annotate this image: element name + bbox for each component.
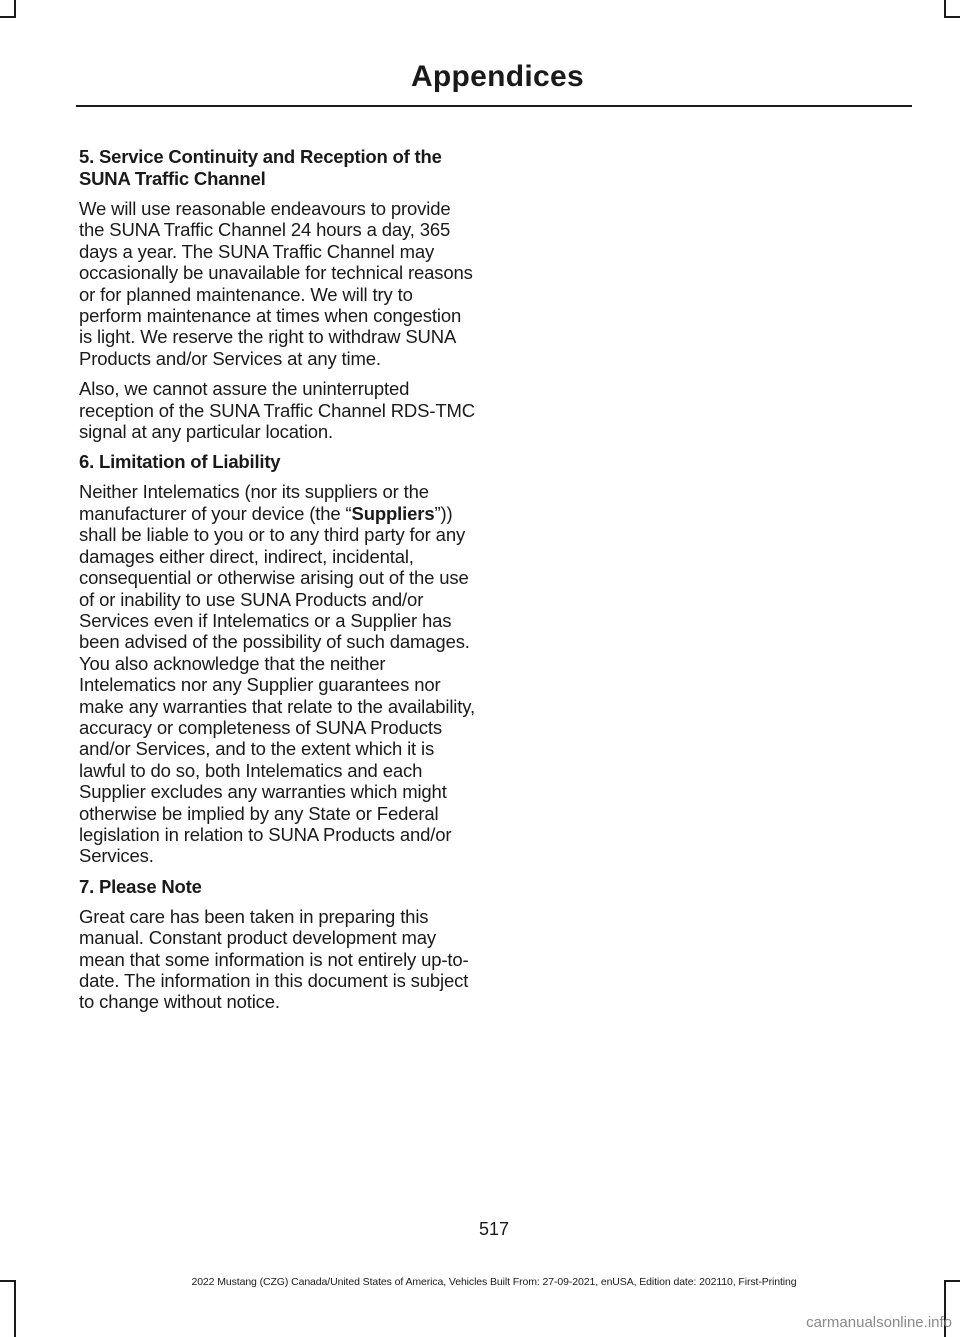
section-heading-limitation-of-liability: 6. Limitation of Liability: [79, 451, 281, 473]
page-title: Appendices: [410, 60, 584, 93]
paragraph: Great care has been taken in preparing this manual. Constant product development may mean that some information is not entirely up-to-date. The information in this document is subject to change without notice.: [79, 905, 469, 1013]
paragraph: [79, 481, 477, 866]
paragraph: Also, we cannot assure the uninterrupted reception of the SUNA Traffic Channel RDS-TMC signal at any particular location.: [79, 378, 475, 443]
watermark: carmanualsonline.info: [806, 1314, 952, 1331]
footer-text: 2022 Mustang (CZG) Canada/United States of America, Vehicles Built From: 27-09-2021, enUSA, Edition date: 202110, First-Printing: [191, 1276, 797, 1288]
paragraph: We will use reasonable endeavours to provide the SUNA Traffic Channel 24 hours a day, 365 days a year. The SUNA Traffic Channel may occasionally be unavailable for technical reasons or for planned maintenance. We will try to perform maintenance at times when congestion is light. We reserve the right to withdraw SUNA Products and/or Services at any time.: [79, 198, 473, 369]
text-span: Neither Intelematics (nor its suppliers or the manufacturer of your device (the “: [79, 481, 429, 524]
crop-mark-top-left: [0, 16, 16, 18]
crop-mark-bottom-left: [14, 1280, 16, 1337]
bold-term: Suppliers: [351, 502, 435, 524]
text-span: ”)) shall be liable to you or to any third party for any damages either direct, indirect, incidental, consequential or otherwise arising out of the use of or inability to use SUNA Products and/or Services even if Intelematics or a Supplier has been advised of the possibility of such damages. You also acknowledge that the neither Intelematics nor any Supplier guarantees nor make any warranties that relate to the availability, accuracy or completeness of SUNA Products and/or Services, and to the extent which it is lawful to do so, both Intelematics and each Supplier excludes any warranties which might otherwise be implied by any State or Federal legislation in relation to SUNA Products and/or Services.: [79, 502, 475, 867]
header-divider: [76, 105, 912, 107]
section-heading-service-continuity: 5. Service Continuity and Reception of the SUNA Traffic Channel: [79, 146, 442, 189]
page-number: 517: [478, 1219, 510, 1239]
crop-mark-top-right: [944, 16, 960, 18]
main-content: [79, 146, 477, 1022]
section-heading-please-note: 7. Please Note: [79, 875, 202, 897]
